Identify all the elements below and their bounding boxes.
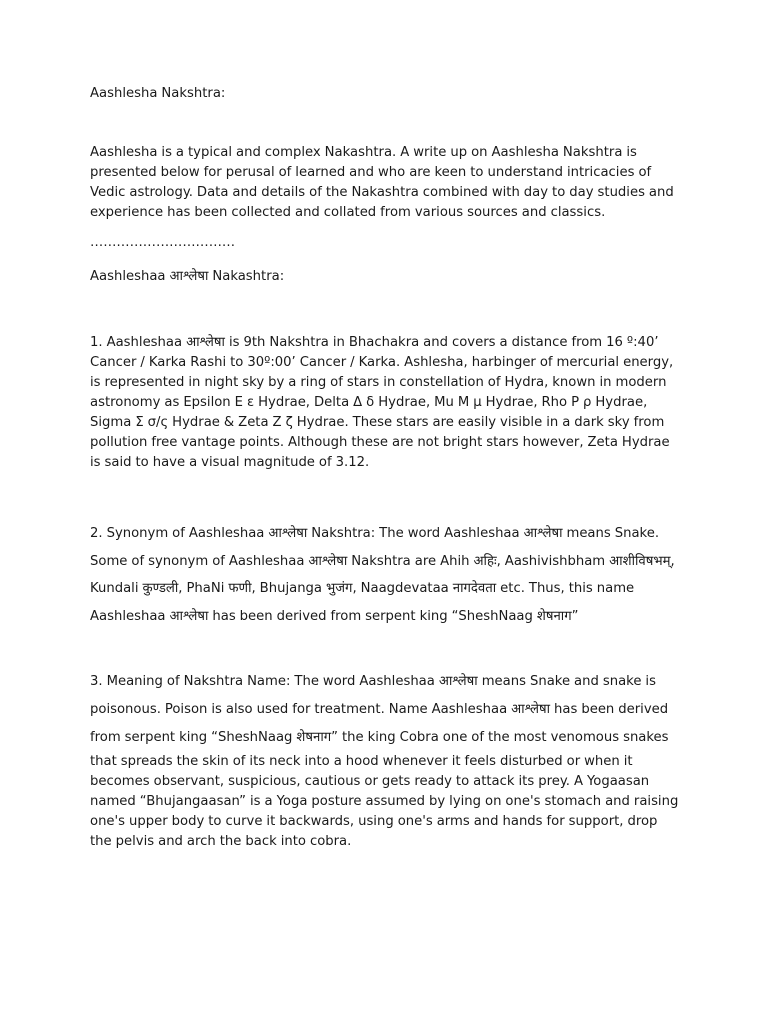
section-heading: Aashleshaa आश्लेषा Nakashtra: bbox=[90, 269, 285, 284]
paragraph-position: 1. Aashleshaa आश्लेषा is 9th Nakshtra in Bhachakra and covers a distance from 16 º:40’ Cancer / Karka Rashi to 30º:00’ Cancer / Karka. Ashlesha, harbinger of mercurial energy, is represented in night sky by a ring of stars in constellation of Hydra, known in modern astronomy as Epsilon Ε ε Hydrae, Delta Δ δ Hydrae, Mu Μ μ Hydrae, Rho Ρ ρ Hydrae, Sigma Σ σ/ς Hydrae & Zeta Ζ ζ Hydrae. These stars are easily visible in a dark sky from pollution free vantage points. Although these are not bright stars however, Zeta Hydrae is said to have a visual magnitude of 3.12. bbox=[90, 335, 674, 470]
paragraph-meaning-part1: 3. Meaning of Nakshtra Name: The word Aashleshaa आश्लेषा means Snake and snake is poisonous. Poison is also used for treatment. Name Aashleshaa आश्लेषा has been derived from serpent king “SheshNaag शेषनाग” the king Cobra one of the most venomous snakes bbox=[90, 674, 669, 745]
paragraph-synonyms: 2. Synonym of Aashleshaa आश्लेषा Nakshtra: The word Aashleshaa आश्लेषा means Snake. Some of synonym of Aashleshaa आश्लेषा Nakshtra are Ahih अहिः, Aashivishbham आशीविषभम्, Kundali कुण्डली, PhaNi फणी, Bhujanga भुजंग, Naagdevataa नागदेवता etc. Thus, this name Aashleshaa आश्लेषा has been derived from serpent king “SheshNaag शेषनाग” bbox=[90, 526, 675, 624]
intro-paragraph: Aashlesha is a typical and complex Nakashtra. A write up on Aashlesha Nakshtra is presented below for perusal of learned and who are keen to understand intricacies of Vedic astrology. Data and details of the Nakashtra combined with day to day studies and experience has been collected and collated from various sources and classics. bbox=[90, 145, 674, 220]
document-title: Aashlesha Nakshtra: bbox=[90, 86, 226, 101]
paragraph-meaning-part2: that spreads the skin of its neck into a hood whenever it feels disturbed or when it becomes observant, suspicious, cautious or gets ready to attack its prey. A Yogaasan named “Bhujangaasan” is a Yoga posture assumed by lying on one's stomach and raising one's upper body to curve it backwards, using one's arms and hands for support, drop the pelvis and arch the back into cobra. bbox=[90, 754, 679, 849]
separator-dots: …………………………… bbox=[90, 235, 236, 250]
paragraph-meaning bbox=[90, 668, 680, 852]
